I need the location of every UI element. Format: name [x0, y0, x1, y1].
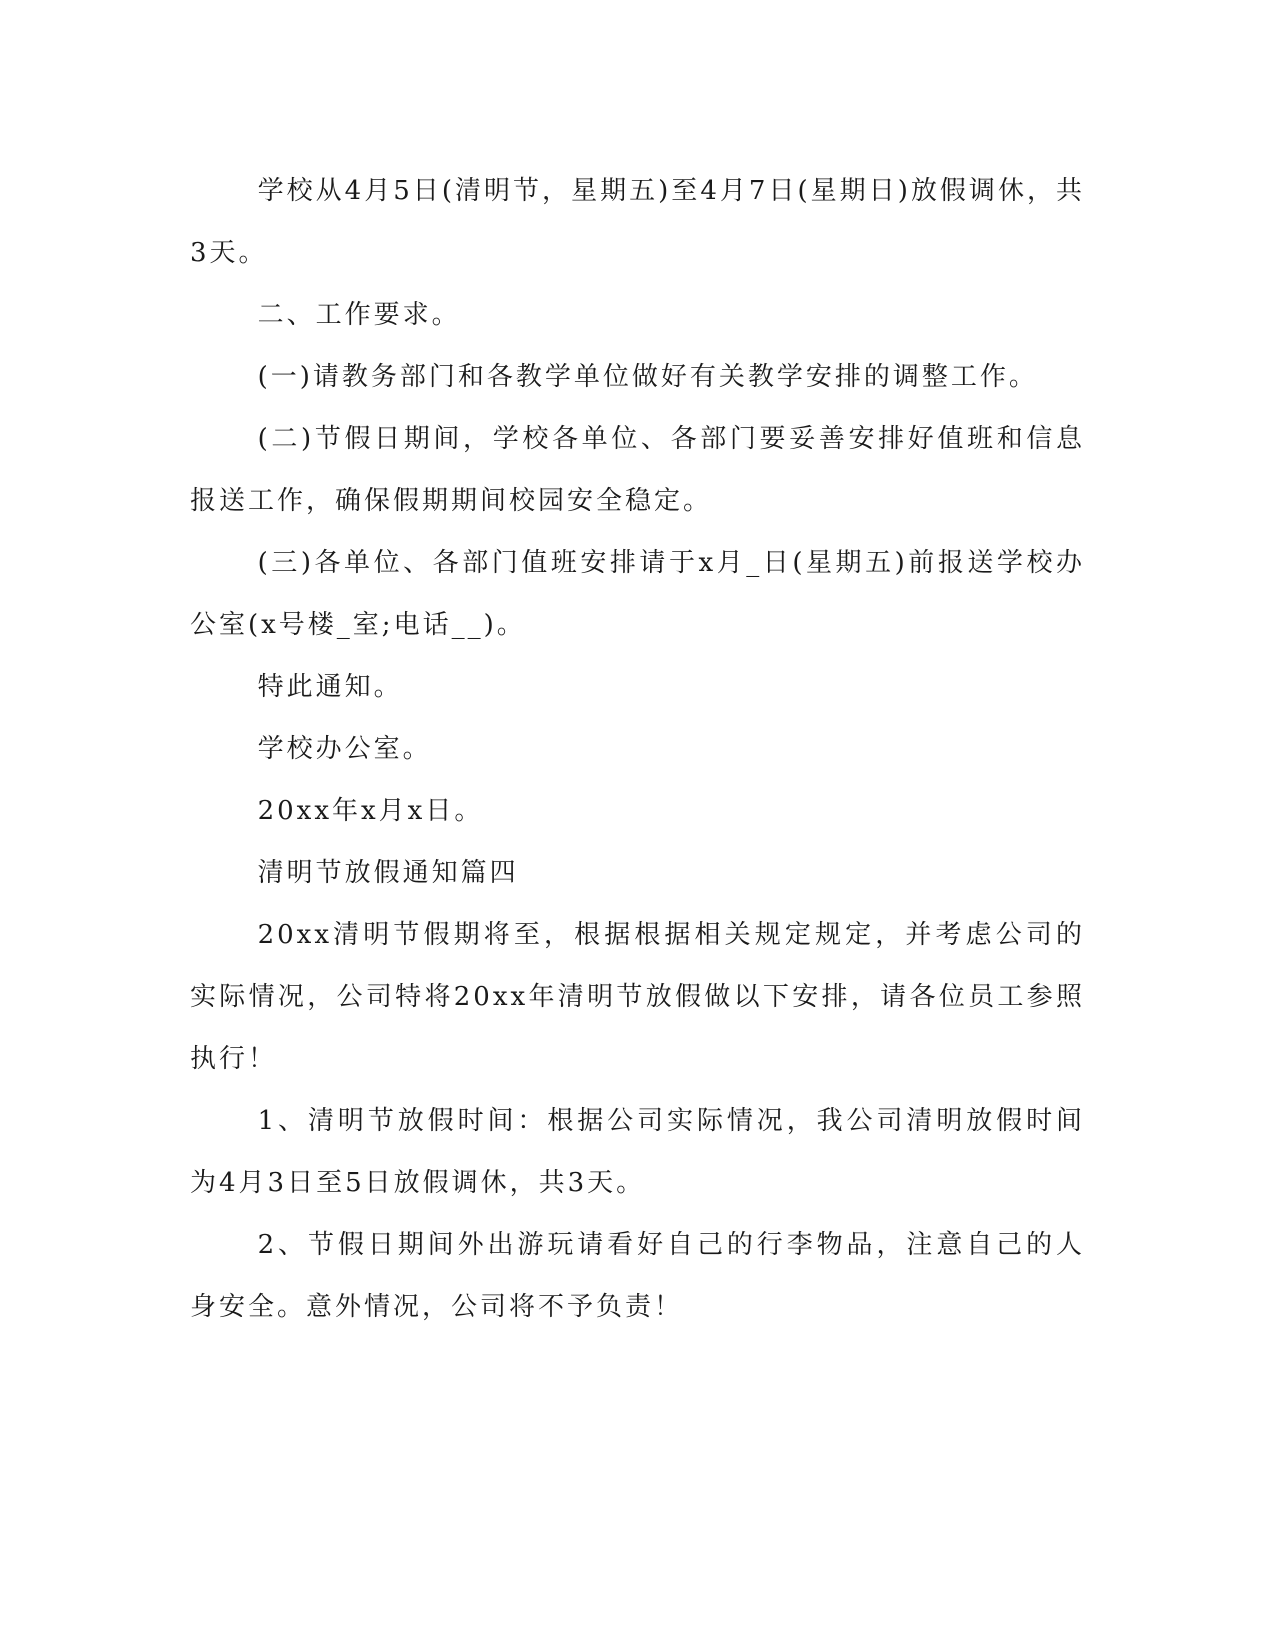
paragraph-company-item-2: 2、节假日期间外出游玩请看好自己的行李物品，注意自己的人身安全。意外情况，公司将不予负责！	[190, 1230, 1085, 1322]
document-body	[190, 160, 1085, 1338]
paragraph-holiday-dates: 学校从4月5日(清明节，星期五)至4月7日(星期日)放假调休，共3天。	[190, 176, 1085, 268]
paragraph-signature: 学校办公室。	[257, 734, 432, 764]
paragraph-notice-closing: 特此通知。	[257, 672, 403, 702]
paragraph-company-intro: 20xx清明节假期将至，根据根据相关规定规定，并考虑公司的实际情况，公司特将20xx年清明节放假做以下安排，请各位员工参照执行！	[190, 920, 1085, 1074]
paragraph-date: 20xx年x月x日。	[257, 796, 484, 826]
paragraph-work-requirements-heading: 二、工作要求。	[257, 300, 461, 330]
paragraph-requirement-2: (二)节假日期间，学校各单位、各部门要妥善安排好值班和信息报送工作，确保假期期间校园安全稳定。	[190, 424, 1085, 516]
paragraph-company-item-1: 1、清明节放假时间：根据公司实际情况，我公司清明放假时间为4月3日至5日放假调休，共3天。	[190, 1106, 1085, 1198]
section-title: 清明节放假通知篇四	[257, 858, 519, 888]
paragraph-requirement-1: (一)请教务部门和各教学单位做好有关教学安排的调整工作。	[257, 362, 1038, 392]
paragraph-requirement-3: (三)各单位、各部门值班安排请于x月_日(星期五)前报送学校办公室(x号楼_室;电话__)。	[190, 548, 1085, 640]
